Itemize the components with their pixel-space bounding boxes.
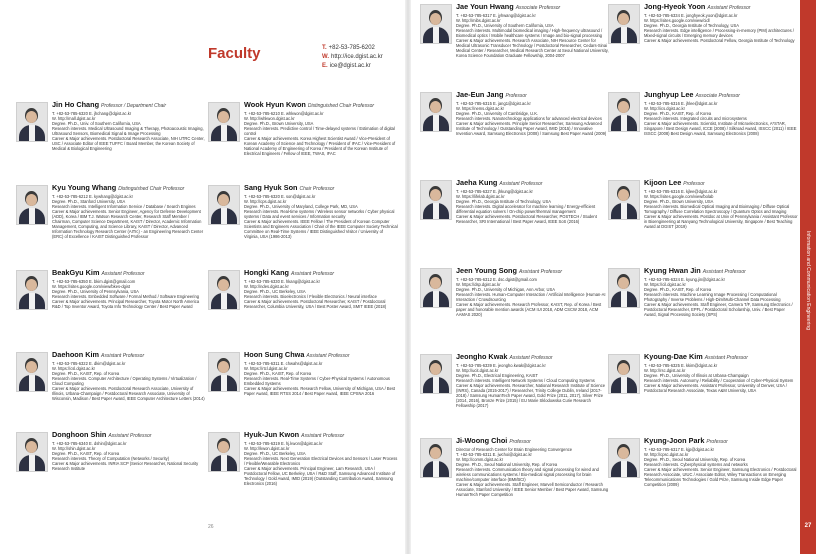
faculty-detail-line: Research interests. Communication theory and signal processing for wired and wireless communications systems / Bio-medical signal processing for brain machine/computer interface (BMI/BCI) [456,467,599,482]
faculty-photo [608,180,640,220]
faculty-detail-line: T. +82-53-785-6311 E. chwahs@dgist.ac.kr [244,361,323,366]
faculty-role: Assistant Professor [306,353,350,359]
faculty-photo [16,432,48,472]
faculty-detail-line[interactable]: W. http://kwon.dgist.ac.kr [244,446,290,451]
faculty-detail-line[interactable]: W. http://whkwon.dgist.ac.kr [244,116,295,121]
faculty-info [244,268,398,309]
faculty-detail-line: Career & Major achievements. Postdoctoral Research Associate, NIH UTRC Center, USC / Associate Editor of IEEE TUFFC / Board Member, the Korean Society of Medical & Biological Engineering [52,136,205,151]
faculty-detail-line: Degree. Ph.D., Seoul National University, Rep. of Korea [644,457,746,462]
portrait-shirt [621,461,627,478]
faculty-info [244,183,398,239]
faculty-detail-line: Degree. Ph.D., Brown University, USA [644,199,714,204]
faculty-detail-line: Research interests. Intelligent Network Systems / Cloud Computing Systems [456,378,595,383]
faculty-detail-line[interactable]: W. https://cil.dgist.ac.kr [644,282,686,287]
faculty-detail-line[interactable]: W. https://dsp.dgist.ac.kr [456,282,501,287]
faculty-detail-line: Research interests. Bioelectronics / Flexible Electronics / Neural interface [244,294,377,299]
faculty-name-text: Hongki Kang [244,268,289,277]
department-phone: +82-53-785-6202 [328,45,375,51]
faculty-detail-line: T. +82-53-785-6315 E. jang1@dgist.ac.kr [456,101,531,106]
faculty-name [244,268,398,279]
faculty-detail-line: Degree. Ph.D., Georgia Institute of Technology, USA [644,23,739,28]
faculty-name-text: Kyu Young Whang [52,183,117,192]
faculty-detail-line: Career & Major achievements. Senior Engineer, Agency for Defense Development (ADD), Korea / IBM T.J. Watson Research Center, Research Staff Member / Chairman, Computer Science Department, KAIST / Director, Academic Information Management, Computing, and Science Library, KAIST / Director, Advanced Information Technology Research Center (AITrc) - an Engineering Research Center (ERC) of Excellence / KAIST Distinguished Professor [52,209,204,239]
faculty-info [456,266,610,317]
faculty-detail-line[interactable]: W. http://cpsc.dgist.ac.kr [644,452,689,457]
faculty-detail-line: T. +82-53-785-6325 E. kkim@dgist.ac.kr [644,363,718,368]
portrait-face [26,361,37,373]
faculty-name [456,90,610,101]
portrait-face [218,441,229,453]
faculty-name [52,350,206,361]
faculty-name [644,2,798,13]
portrait-face [26,194,37,206]
faculty-detail-line[interactable]: W. http://rsc.dgist.ac.kr [644,368,686,373]
faculty-detail-line: Director of Research Center for Brain Engineering Convergence [456,447,573,452]
faculty-role: Chair Professor [299,186,335,192]
faculty-detail-line: Career & Major achievements. IEEE Fellow / The President of Korean Computer Scientists and Engineers Association / Chair of the IEEE Computer Society Technical Committee on Real-Time Systems / IEEE Distinguished Visitor / University of Virginia, USA (1986-2013) [244,219,398,239]
department-website[interactable]: http://ice.dgist.ac.kr [331,54,383,60]
faculty-info [244,430,398,486]
portrait-face [430,363,441,375]
portrait-face [26,441,37,453]
portrait-shirt [621,377,627,394]
page-gutter [405,0,411,554]
faculty-detail-line: Career & Major achievements. Research Professor, KAIST, Rep. of Korea / Best paper and honorable mention awards (ACM IUI 2018, ADM CSCW 2018, ACM AAMAS 2020) [456,302,602,317]
portrait-shirt [29,208,35,225]
faculty-role: Professor [505,93,527,99]
faculty-role: Assistant Professor [301,433,345,439]
faculty-detail-line: Degree. Ph.D., University of Cambridge, U.K. [456,111,539,116]
faculty-detail-line: Research interests. Intelligent Information Service / Database / Search Engines [52,204,196,209]
faculty-info [456,352,610,408]
faculty-detail-line: Research interests. Multimodal biomedical imaging / High-frequency ultrasound / Biomedical optics / Mobile healthcare systems / Image and bio-signal processing [456,28,603,38]
faculty-detail-line: Career & Major achievements. Researcher, National Research Institute of Science (INRS), Canada (2015-2017) / Researcher, Trinity College Dublin, Ireland (2017-2018) / Samsung HumanTech Paper Award, Gold Prize (2011, 2017), Silver Prize (2014, 2016), Bronze Prize (2015) / EU Marie Sklodowska Curie Research Fellowship (2017) [456,383,606,408]
faculty-role: Assistant Professor [518,269,563,275]
faculty-detail-line: T. +82-53-785-6330 E. hkang@dgist.ac.kr [244,279,320,284]
portrait-face [618,447,629,459]
faculty-name-text: Jae Youn Hwang [456,2,514,11]
faculty-detail-line: T. +82-53-785-6350 E. bkim.dgist@gmail.com [52,279,136,284]
faculty-detail-line: Degree. Ph.D., University of Maryland, College Park, MD, USA [244,204,358,209]
faculty-info [456,436,610,497]
faculty-detail-line: T. +82-53-785-6334 E. jonghyeok.yoon@dgist.ac.kr [644,13,738,18]
faculty-role: Assistant Professor [704,355,748,361]
faculty-photo [608,268,640,308]
faculty-detail-line: Career & Major achievements. Principle Senior Researcher, Samsung Advanced Institute of Technology / Outstanding Paper Award, IMID (2015) / Innovative Invention Award, Samsung Electronics (2008) / Samsung Best Paper Award (2009) [456,121,607,136]
faculty-name-text: Hyuk-Jun Kwon [244,430,300,439]
faculty-detail-line: Career & Major achievements. Research Fellow, University of Michigan, USA / Best Paper Award, IEEE RTSS 2014 / Best Paper Award, IEEE CPSNA 2016 [244,386,396,396]
faculty-detail-line: Research interests. Nanotechnology applications for advanced electrical devices [456,116,602,121]
faculty-detail-line: T. +82-53-785-6210 E. whkwon@dgist.ac.kr [244,111,324,116]
department-email[interactable]: ice@dgist.ac.kr [329,63,371,69]
faculty-name [644,266,798,277]
portrait-shirt [29,125,35,142]
faculty-detail-line[interactable]: W. http://ics.dgist.ac.kr [644,106,685,111]
faculty-detail-line: Career & Major achievements. Staff Engineer, Camera T/F, Samsung Electronics / Postdoctoral Researcher, EPFL / Postdoctoral Scholarship, Univ. / Best Paper Award, Signal Processing Society (SPS) [644,302,793,317]
faculty-detail-line: T. +82-53-785-6317 E. jyhwang@dgist.ac.kr [456,13,536,18]
faculty-detail-line: Career & Major achievements. INRIA SCP (Senior Researcher, National Security Research Institute [52,461,199,471]
faculty-role: Professor [509,439,531,445]
portrait-face [430,101,441,113]
faculty-name-text: Kyung Hwan Jin [644,266,701,275]
portrait-face [218,279,229,291]
faculty-detail-line: Degree. Ph.D., University of Southern California, USA [456,23,554,28]
page-title: Faculty [208,45,261,62]
faculty-detail-line: Research interests. Edge intelligence / Processing-in-memory (PIM) architectures / Mixed-signal circuits / Emerging memory devices [644,28,794,38]
faculty-role: Assistant Professor [499,181,543,187]
faculty-detail-line: T. +82-53-785-6316 E. jhlee@dgist.ac.kr [644,101,718,106]
faculty-detail-line: Career & Major achievements. Principal Researcher, Toyota Motor North America R&D / Top Inventor Award, Toyota Info Technology Center / Best Paper Award [52,299,200,309]
faculty-detail-line: Degree. Ph.D., University of Illinois at Urbana-Champaign [644,373,749,378]
faculty-role: Assistant Professor [707,5,751,11]
faculty-detail-line: Career & Major achievements. Korea Highest Scientist Award / Vice-President of Korean Academy of Science and Technology / President of IFAC / Vice-President of National Academy of Engineering of Korea / President of the Korean Institute of Electrical Engineers / Fellow of IEEE, TWAS, IFAC [244,136,396,156]
portrait-face [618,363,629,375]
faculty-role: Distinguished Chair Professor [307,103,375,109]
portrait-shirt [621,27,627,44]
portrait-face [618,189,629,201]
page-number-left: 26 [208,524,214,530]
faculty-name [644,436,798,447]
faculty-detail-line: Research interests. Human-Computer Interaction / Artificial Intelligence (Human-AI Interaction / Crowdsourcing [456,292,606,302]
faculty-detail-line: Career & Major achievements. Scientist, Institute of Microelectronics, A*STAR, Singapore / Best Design Award, ICCE (2008) / Silkroad Award, ISSCC (2011) / IEEE ISSCC (2008) Best Design Award, Samsung Electronics (2008) [644,121,797,136]
faculty-role: Assistant Professor [509,355,553,361]
faculty-detail-line: Career & Major achievements. Postdoctoral Researcher, POSTECH / Student Researcher, SRI International / Best Paper Award, IEEE SoS (2016) [456,214,597,224]
portrait-shirt [221,125,227,142]
faculty-detail-line: Degree. Ph.D., Seoul National University, Rep. of Korea [456,462,558,467]
portrait-shirt [29,455,35,472]
faculty-photo [16,352,48,392]
faculty-detail-line: T. +82-53-785-6322 E. dkim@dgist.ac.kr [52,361,126,366]
portrait-face [618,13,629,25]
faculty-photo [208,185,240,225]
faculty-photo [420,180,452,220]
faculty-role: Associate Professor [515,5,561,11]
faculty-detail-line: T. +82-53-785-6327 E. jhkung@dgist.ac.kr [456,189,533,194]
faculty-detail-line: Research interests. Biomedical Optical Imaging and Bioimaging / Diffuse Optical Tomography / Diffuse Correlation Spectroscopy / Quantum Optics and Imaging [644,204,790,214]
faculty-detail-line: T. +82-53-785-6311 E. jwchoi@dgist.ac.kr [456,452,532,457]
faculty-name [644,90,798,101]
faculty-detail-line: Research interests. Machine Learning Image Processing / Computational Photography / Inverse Problems / High-Dim/Multi-Channel Data Processing [644,292,781,302]
faculty-detail-line[interactable]: W. http://ndes.dgist.ac.kr [244,284,289,289]
portrait-face [618,277,629,289]
faculty-photo [608,438,640,478]
portrait-shirt [433,461,439,478]
portrait-shirt [221,455,227,472]
faculty-name-text: Daehoon Kim [52,350,100,359]
faculty-role: Assistant Professor [101,271,145,277]
faculty-info [644,352,798,393]
faculty-detail-line[interactable]: W. http://shin.dgist.ac.kr [52,446,96,451]
faculty-info [52,100,206,151]
portrait-face [218,194,229,206]
faculty-name [52,183,206,194]
faculty-role: Assistant Professor [101,353,145,359]
faculty-detail-line: Degree. Ph.D., Univ. of Southern California, USA [52,121,141,126]
faculty-role: Associate Professor [695,93,740,99]
faculty-detail-line: Career & Major achievements. Staff Engineer, Marvell Semiconductor / Research Associate, Stanford University / IEEE Senior Member / Best Paper Award, Samsung HumanTech Paper Competition [456,482,609,497]
faculty-name [456,352,610,363]
portrait-shirt [433,115,439,132]
faculty-detail-line: Research interests. Embedded Software / Formal Method / Software Engineering [52,294,199,299]
faculty-name [52,268,206,279]
portrait-shirt [433,203,439,220]
faculty-detail-line[interactable]: W. https://sites.google.com/view/bolab [644,194,714,199]
faculty-detail-line: Degree. Ph.D., KAIST, Rep. of Korea [644,287,712,292]
faculty-name [244,430,398,441]
faculty-detail-line: Research interests. Medical Ultrasound Imaging & Therapy, Photoacoustic Imaging, Ultrasound Sensors, Biomedical Signal & Image Processing [52,126,204,136]
faculty-name-text: Sang Hyuk Son [244,183,298,192]
faculty-name-text: Jeen Young Song [456,266,517,275]
faculty-detail-line: T. +82-53-785-6319 E. hj.kwon@dgist.ac.kr [244,441,323,446]
faculty-photo [16,185,48,225]
faculty-photo [208,432,240,472]
faculty-info [456,90,610,136]
faculty-photo [608,92,640,132]
portrait-face [218,361,229,373]
faculty-detail-line: T. +82-53-785-6312 E. dsc.dgist@gmail.com [456,277,537,282]
faculty-info [52,183,206,239]
faculty-photo [420,4,452,44]
faculty-detail-line[interactable]: W. http://comm.dgist.ac.kr [456,457,504,462]
faculty-name-text: Donghoon Shin [52,430,107,439]
faculty-detail-line[interactable]: W. https://lifelab.dgist.ac.kr [456,194,505,199]
faculty-detail-line: Research interests. Predictive control / Time-delayed systems / Estimation of digital control [244,126,395,136]
faculty-detail-line: T. +82-53-785-6317 E. kjp@dgist.ac.kr [644,447,715,452]
faculty-name-text: BeakGyu Kim [52,268,100,277]
faculty-photo [16,102,48,142]
faculty-detail-line: Degree. Ph.D., Stanford University, USA [52,199,126,204]
faculty-info [644,266,798,317]
faculty-detail-line: T. +82-53-785-6212 E. kywhang@dgist.ac.kr [52,194,133,199]
faculty-photo [16,270,48,310]
faculty-detail-line[interactable]: W. http://mall.dgist.ac.kr [52,116,96,121]
faculty-detail-line: Research interests. Real-time systems / Wireless sensor networks / Cyber physical systems / Data and event services / Information security [244,209,395,219]
portrait-shirt [433,377,439,394]
faculty-detail-line: Research interests. Integrated circuits and microsystems [644,116,747,121]
faculty-detail-line[interactable]: W. http://ucit.dgist.ac.kr [456,368,499,373]
portrait-shirt [621,115,627,132]
faculty-detail-line: Research interests. Computer Architecture / Operating Systems / Virtualization / Cloud Computing [52,376,197,386]
faculty-detail-line: Degree. Ph.D., Electrical Engineering, KAIST [456,373,538,378]
faculty-photo [208,270,240,310]
faculty-name [456,178,610,189]
faculty-detail-line: T. +82-53-785-6340 E. dshin@dgist.ac.kr [52,441,127,446]
faculty-info [644,90,798,136]
faculty-role: Professor [683,181,705,187]
faculty-detail-line: Degree. Ph.D., University of Michigan, Ann Arbor, USA [456,287,555,292]
faculty-detail-line: Career & Major achievements. Principal Engineer, Lam Research, USA / Postdoctoral Fellow, UC Berkeley, USA / R&D Staff, Samsung Advanced Institute of Technology / Gold Award, IMID (2019) (Outstanding Contribution Award, Samsung Electronics (2016) [244,466,396,486]
faculty-detail-line: T. +82-53-785-6320 E. jhchang@dgist.ac.kr [52,111,132,116]
faculty-photo [420,354,452,394]
faculty-detail-line: T. +82-53-785-6324 E. kyung.jin@dgist.ac.kr [644,277,725,282]
faculty-info [52,268,206,309]
faculty-name-text: Wook Hyun Kwon [244,100,306,109]
faculty-role: Assistant Professor [108,433,152,439]
faculty-photo [608,354,640,394]
faculty-info [644,2,798,43]
portrait-shirt [433,291,439,308]
faculty-detail-line: T. +82-53-785-6320 E. son@dgist.ac.kr [244,194,316,199]
portrait-shirt [621,291,627,308]
faculty-photo [420,92,452,132]
faculty-role: Professor / Department Chair [101,103,167,109]
faculty-detail-line: Career & Major achievements. Postdoctoral Fellow, Georgia Institute of Technology [644,38,795,43]
faculty-detail-line: Career & Major achievements. Research Associate, NIH Resource Center for Medical Ultrasonic Transducer Technology / Postdoctoral Researcher, Cedars-Sinai Medical Center / Researcher, Medical Research Center at Seoul National University, Korea Science Foundation Graduate Fellowship, 2004-2007 [456,38,609,58]
faculty-name [52,100,206,111]
faculty-info [52,430,206,471]
faculty-detail-line: Career & Major achievements. Senior Engineer, Samsung Electronics / Postdoctoral Research Associate, UIUC / Associate Editor, Wiley Transactions on Emerging Telecommunications Technologies / Gold Prize, Samsung Inside Edge Paper Competition (2009) [644,467,797,487]
email-label: E. [322,63,328,69]
faculty-role: Professor [706,439,728,445]
faculty-name [52,430,206,441]
portrait-face [26,111,37,123]
faculty-detail-line: Career & Major achievements. Postdoctoral Research Associate, University of Illinois, Urbana-Champaign / Postdoctoral Research Associate, University of Wisconsin, Madison / Best Paper Award, IEEE Computer Architecture Letters (2014) [52,386,205,401]
portrait-face [430,189,441,201]
faculty-role: Distinguished Chair Professor [118,186,185,192]
faculty-name-text: Jong-Hyeok Yoon [644,2,706,11]
faculty-name-text: Jaeha Kung [456,178,498,187]
faculty-name-text: Jeongho Kwak [456,352,508,361]
portrait-face [430,447,441,459]
faculty-name [244,350,398,361]
faculty-detail-line: Degree. Ph.D., University of Pennsylvania, USA [52,289,139,294]
faculty-detail-line: Degree. Ph.D., KAIST, Rep. of Korea [244,371,312,376]
faculty-name [644,352,798,363]
faculty-photo [208,102,240,142]
portrait-face [430,13,441,25]
faculty-detail-line: Research interests. Theory of Computation (Networks / Security) [52,456,170,461]
faculty-info [644,178,798,229]
portrait-face [618,101,629,113]
faculty-detail-line: Degree. Ph.D., UC Berkeley, USA [244,451,306,456]
faculty-detail-line[interactable]: W. https://sites.google.com/view/bkes-dgist [52,284,131,289]
page-number-right: 27 [804,523,812,529]
faculty-detail-line: Career & Major achievements. Assistant Professor, University of Denver, USA / Postdoctoral Research Associate, Texas A&M University, USA [644,383,787,393]
faculty-name [244,183,398,194]
faculty-name [244,100,398,111]
faculty-name-text: Hoon Sung Chwa [244,350,305,359]
portrait-shirt [29,293,35,310]
portrait-face [218,111,229,123]
faculty-detail-line: Research interests. Real-Time Systems / Cyber-Physical Systems / Autonomous Embedded Systems [244,376,390,386]
faculty-detail-line[interactable]: W. https://rtcl.dgist.ac.kr [244,366,288,371]
phone-label: T. [322,45,327,51]
faculty-detail-line: Degree. Ph.D., Georgia Institute of Technology, USA [456,199,551,204]
faculty-info [244,100,398,156]
faculty-detail-line[interactable]: W. http://mibs.dgist.ac.kr [456,18,501,23]
faculty-info [644,436,798,487]
faculty-detail-line[interactable]: W. http://cps.dgist.ac.kr [244,199,287,204]
faculty-name-text: Jin Ho Chang [52,100,100,109]
faculty-detail-line: Research interests. Cyberphysical systems and networks [644,462,748,467]
faculty-detail-line: Research interests. Next Generation Electrical Devices and Sensors / Laser Process / Flexible/Wearable Electronics [244,456,398,466]
faculty-photo [420,438,452,478]
faculty-name-text: Kyung-Joon Park [644,436,705,445]
faculty-detail-line[interactable]: W. https://csl.dgist.ac.kr [52,366,95,371]
faculty-name-text: Jae-Eun Jang [456,90,504,99]
faculty-detail-line: Degree. Ph.D., KAIST, Rep. of Korea [644,111,712,116]
faculty-role: Assistant Professor [702,269,746,275]
faculty-info [456,2,610,58]
faculty-info [52,350,206,401]
department-contact [322,44,383,71]
faculty-detail-line: T. +82-53-785-6316 E. kjlee@dgist.ac.kr [644,189,718,194]
faculty-detail-line: Research interests. Autonomy / Reliability / Cooperation of Cyber-Physical System [644,378,794,383]
faculty-info [244,350,398,396]
faculty-name-text: Kijoon Lee [644,178,682,187]
faculty-detail-line: Degree. Ph.D., KAIST, Rep. of Korea [52,371,120,376]
portrait-shirt [221,208,227,225]
faculty-photo [208,352,240,392]
faculty-detail-line: Career & Major achievements. Postdoctoral Researcher, KAIST / Postdoctoral Researcher, Columbia University, USA / Best Poster Award, SMIT IEEE (2018) [244,299,387,309]
sidebar-section-title: Information and Communication Engineering [805,230,811,330]
faculty-detail-line: Degree. Ph.D., Brown University, USA [244,121,314,126]
portrait-shirt [29,375,35,392]
faculty-detail-line: Career & Major achievements. Postdoc at Univ of Pennsylvania / Assistant Professor in Bioengineering at Nanyang Technological University, Singapore / Best Teaching Award at DGIST (2019) [644,214,798,229]
faculty-info [456,178,610,224]
portrait-shirt [221,375,227,392]
web-label: W. [322,54,329,60]
faculty-name [456,266,610,277]
faculty-name-text: Junghyup Lee [644,90,694,99]
faculty-detail-line: Degree. Ph.D., KAIST, Rep. of Korea [52,451,120,456]
faculty-photo [608,4,640,44]
portrait-shirt [621,203,627,220]
faculty-name-text: Kyoung-Dae Kim [644,352,703,361]
faculty-photo [420,268,452,308]
portrait-face [430,277,441,289]
faculty-detail-line: Research interests. Digital accelerator for machine learning / Energy-efficient differential equation solvers / On-chip power/thermal management [456,204,596,214]
faculty-detail-line: T. +82-53-785-6339 E. jeongho.kwak@dgist.ac.kr [456,363,546,368]
faculty-name [644,178,798,189]
faculty-detail-line: Degree. Ph.D., UC Berkeley, USA [244,289,306,294]
portrait-face [26,279,37,291]
portrait-shirt [433,27,439,44]
faculty-detail-line[interactable]: W. https://sites.google.com/view/cidl [644,18,710,23]
faculty-name [456,2,610,13]
faculty-role: Assistant Professor [291,271,335,277]
faculty-detail-line[interactable]: W. https://nems.dgist.ac.kr [456,106,505,111]
faculty-name [456,436,610,447]
portrait-shirt [221,293,227,310]
faculty-name-text: Ji-Woong Choi [456,436,508,445]
